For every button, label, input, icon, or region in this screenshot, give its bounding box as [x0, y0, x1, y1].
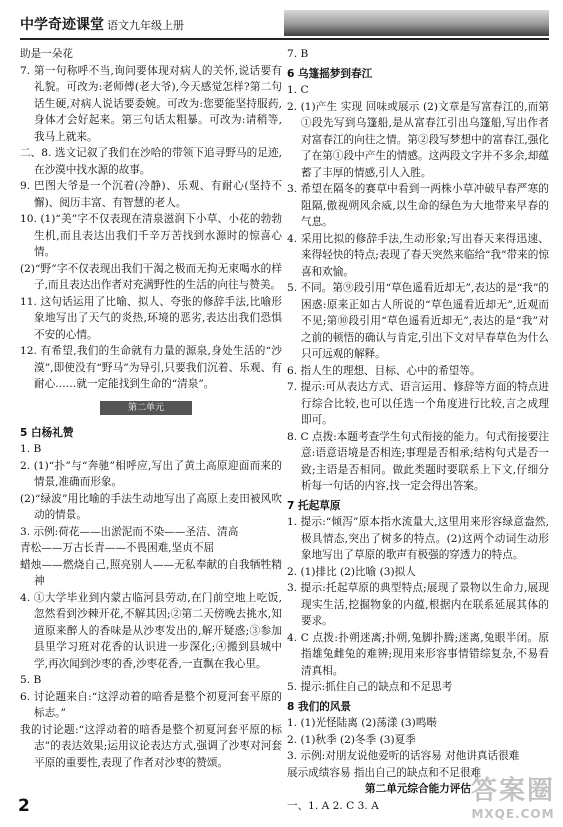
header-rule [20, 38, 549, 40]
watermark-logo: 答案圈 MXQE.COM [470, 776, 555, 821]
answer-paragraph: 助是一朵花 [20, 48, 73, 60]
answer-paragraph: 青松——万古长青——不畏困难,坚贞不屈 [20, 542, 215, 554]
answer-paragraph: 8. C 点拨:本题考查学生句式衔接的能力。句式衔接要注意:语意语境是否相连;事理是否相承;结构句式是否一致;主语是否相同。做此类题时要联系上下文,仔细分析每一句话的内容,找一定会得出答案。 [287, 430, 549, 492]
answer-paragraph: 1. (1)光怪陆离 (2)荡漾 (3)鸣啭 [287, 717, 437, 729]
answer-paragraph: 蜡烛——燃烧自己,照亮别人——无私奉献的自我牺牲精神 [20, 558, 282, 587]
answer-paragraph: 5. 提示:抓住自己的缺点和不足思考 [287, 681, 453, 693]
answer-paragraph: 1. B [20, 443, 42, 455]
answer-paragraph: 3. 示例:对朋友说他爱听的话容易 对他讲真话很难 [287, 750, 520, 762]
answer-paragraph: 一、1. A 2. C 3. A [287, 799, 379, 812]
answer-paragraph: 2. (1)秋季 (2)冬季 (3)夏季 [287, 733, 416, 746]
answer-paragraph: 9. 巴图大爷是一个沉着(冷静)、乐观、有耐心(坚持不懈)、阅历丰富、有智慧的老人。 [20, 180, 282, 209]
answer-paragraph: 1. 提示:“倾泻”原本指水流量大,这里用来形容绿意盎然,极具情态,突出了树多的特点。(2)这两个动词生动形象地写出了草原的歌声有极强的穿透力的特点。 [287, 516, 549, 561]
answer-paragraph: 4. ①大学毕业到内蒙古临河县劳动,在门前空地上吃饭,忽然看到沙棘开花,不解其因;②第二天傍晚去挑水,知道原来醉人的香味是从沙枣发出的,解开疑惑;③参加县里学习班对花香的认识进一步深化;④搬到县城中学,再次闻到沙枣的香,沙枣花香,一直飘在我心里。 [20, 591, 282, 670]
answer-paragraph: 3. 示例:荷花——出淤泥而不染——圣洁、清高 [20, 525, 239, 538]
answer-paragraph: 3. 提示:托起草原的典型特点;展现了景物以生命力,展现现实生活,挖掘物象的内蕴,根据内在联系延展其体的要求。 [287, 582, 549, 627]
answer-paragraph: 我的讨论题:“这浮动着的暗香是整个初夏河套平原的标志”的表达效果;运用议论表达方式,强调了沙枣对河套平原的重要性,表现了作者对沙枣的赞颂。 [20, 723, 282, 769]
book-subtitle: 语文九年级上册 [107, 19, 184, 32]
section-heading: 8 我们的风景 [287, 700, 352, 713]
answer-paragraph: 4. 采用比拟的修辞手法,生动形象;写出春天来得迅速、来得轻快的特点;表现了春天突然来临给“我”带来的惊喜和欢愉。 [287, 232, 549, 278]
section-heading: 6 乌篷摇梦到春江 [287, 67, 373, 80]
answer-paragraph: 12. 有希望,我们的生命就有力量的源泉,身处生活的“沙漠”,即使没有“野马”为导引,只要我们沉着、乐观、有耐心……就一定能找到生命的“清泉”。 [20, 345, 282, 390]
answer-paragraph: 4. C 点拨:扑朔迷离;扑朔,兔脚扑腾;迷离,兔眼半闭。原指雄兔雌兔的难辨;现用来形容事情错综复杂,不易看清真相。 [287, 631, 549, 677]
answer-paragraph: 2. (1)“扑”与“奔驰”相呼应,写出了黄土高原迎面而来的情景,准确而形象。 [20, 459, 282, 488]
answer-paragraph: (2)“野”字不仅表现出我们干渴之极而无拘无束喝水的样子,而且表达出作者对充满野性的生活的向往与赞美。 [20, 262, 282, 291]
left-column [20, 46, 282, 771]
answer-paragraph: 2. (1)排比 (2)比喻 (3)拟人 [287, 565, 416, 578]
answer-paragraph: 6. 指人生的理想、目标、心中的希望等。 [287, 364, 481, 377]
unit-banner: 第二单元 [100, 401, 192, 415]
answer-paragraph: 7. 第一句称呼不当,询问要体现对病人的关怀,说话要有礼貌。可改为:老师傅(老大爷),今天感觉怎样?第二句话生硬,对病人说话要委婉。可改为:您要能坚持服药,身体才会好起来。第三句话太粗暴。可改为:请稍等,我马上就来。 [20, 64, 282, 143]
book-title: 中学奇迹课堂 语文九年级上册 [20, 17, 184, 33]
answer-paragraph: 二、8. 选文记叙了我们在沙哈的带领下追寻野马的足迹,在沙漠中找水源的故事。 [20, 147, 282, 176]
answer-paragraph: 6. 讨论题来自:“这浮动着的暗香是整个初夏河套平原的标志。” [20, 690, 282, 719]
answer-paragraph: 5. B [20, 674, 42, 686]
answer-paragraph: 10. (1)“美”字不仅表现在清泉滋润下小草、小花的勃勃生机,而且表达出我们千辛万苦找到水源时的惊喜心情。 [20, 213, 282, 258]
header-banner-image [284, 10, 549, 36]
answer-paragraph: 2. (1)产生 实现 回味或展示 (2)文章是写富春江的,而第①段先写到乌篷船,是从富春江引出乌篷船,写出作者对富春江的向往之情。第②段写梦想中的富春江,强化了在第①段中产生的情感。这两段文字并不多余,却蕴蓄了丰厚的情感,引人入胜。 [287, 100, 549, 179]
assessment-heading: 第二单元综合能力评估 [365, 783, 471, 795]
answer-paragraph: 11. 这句话运用了比喻、拟人、夸张的修辞手法,比喻形象地写出了天气的炎热,环境的恶劣,表达出我们恐惧不安的心情。 [20, 295, 282, 341]
answer-paragraph: (2)“绿波”用比喻的手法生动地写出了高原上麦田被风吹动的情景。 [20, 492, 282, 521]
right-column [287, 46, 549, 814]
section-heading: 7 托起草原 [287, 499, 341, 512]
answer-paragraph: 1. C [287, 84, 309, 96]
page-number: 2 [18, 796, 30, 816]
answer-paragraph: 3. 希望在隔冬的赛草中看到一两株小草冲破早春严寒的阻隔,傲视朔风余威,以生命的绿色为大地带来早春的气息。 [287, 183, 549, 228]
answer-paragraph: 展示成绩容易 指出自己的缺点和不足很难 [287, 766, 482, 779]
answer-paragraph: 7. 提示:可从表达方式、语言运用、修辞等方面的特点进行综合比较,也可以任选一个角度进行比较,言之成理即可。 [287, 381, 549, 426]
answer-paragraph: 5. 不同。第⑨段引用“草色遥看近却无”,表达的是“我”的困惑:原来正如古人所说的“草色遥看近却无”,近观而不见;第⑩段引用“草色遥看近却无”,表达的是“我”对之前的顿悟的确认与肯定,引出下文对早春草色为什么只可远观的解释。 [287, 282, 549, 360]
page-header [20, 10, 549, 38]
answer-paragraph: 7. B [287, 48, 309, 60]
section-heading: 5 白杨礼赞 [20, 426, 74, 439]
